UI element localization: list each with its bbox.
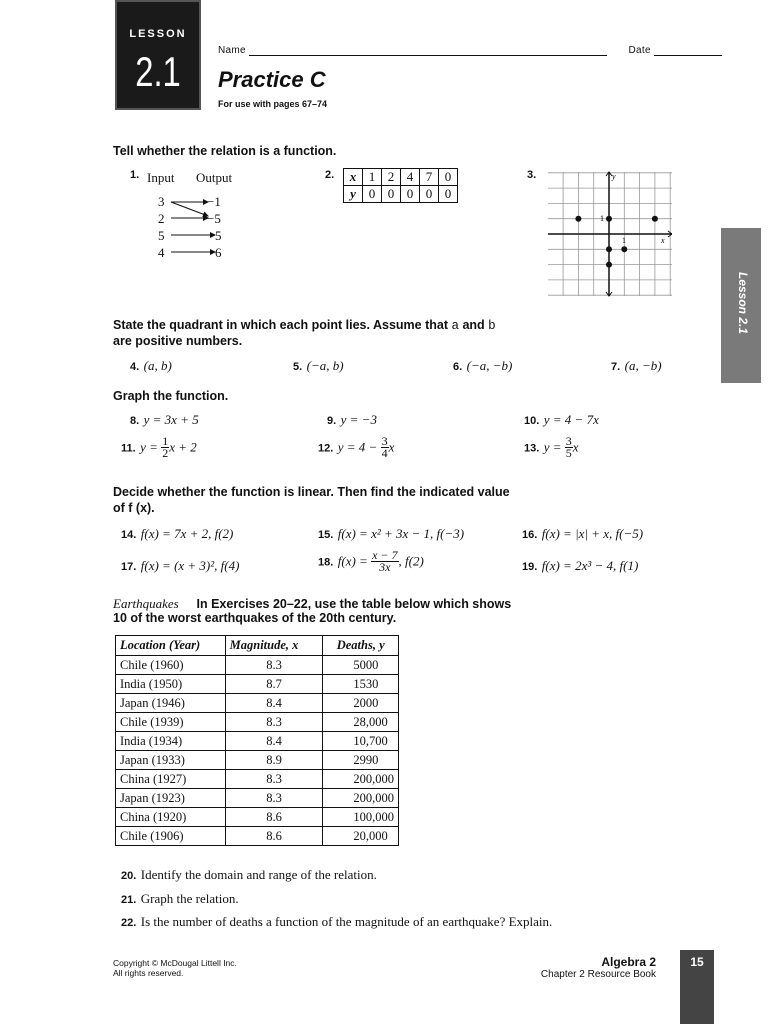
graph-exercise: 13. y = $\frac{3}{5}$ x	[524, 434, 579, 460]
quadrant-item: 5. (−a, b)	[293, 358, 344, 373]
x-tick-label: 1	[622, 236, 626, 245]
mapping-input: 4	[158, 245, 165, 260]
function-exercise: 18. f(x) = $\frac{x - 7}{3x}$ , f(2)	[318, 548, 424, 574]
question-item: 21. Graph the relation.	[121, 891, 239, 906]
table-row	[116, 827, 399, 846]
table-cell: China (1920)	[116, 808, 226, 827]
xy-table-cell: 4	[401, 169, 420, 186]
xy-table-x-label: x	[344, 169, 363, 186]
table-cell: Chile (1939)	[116, 713, 226, 732]
table-cell: Japan (1946)	[116, 694, 226, 713]
heading-text: and	[459, 318, 489, 332]
exercise-number: 3.	[527, 169, 537, 181]
table-row	[116, 713, 399, 732]
graph-exercise: 9. y = −3	[327, 412, 377, 427]
table-cell: Chile (1906)	[116, 827, 226, 846]
xy-table	[343, 168, 458, 203]
table-cell: 8.3	[225, 713, 323, 732]
coordinate-grid	[548, 170, 672, 298]
table-cell: 8.3	[225, 789, 323, 808]
x-axis-label: x	[661, 236, 665, 245]
xy-table-cell: 2	[382, 169, 401, 186]
graph-point	[606, 216, 612, 222]
page-subtitle: For use with pages 67–74	[218, 99, 328, 109]
graph-point	[575, 216, 581, 222]
table-cell: Japan (1933)	[116, 751, 226, 770]
mapping-output: −5	[207, 211, 221, 226]
table-cell: 200,000	[323, 789, 399, 808]
table-cell: 200,000	[323, 770, 399, 789]
xy-table-cell: 0	[401, 186, 420, 203]
table-cell: 100,000	[323, 808, 399, 827]
section-heading-linear: Decide whether the function is linear. Then find the indicated value	[113, 485, 510, 499]
section-heading-quadrant-line2: are positive numbers.	[113, 334, 243, 348]
quadrant-item: 4. (a, b)	[130, 358, 172, 373]
quadrant-item: 6. (−a, −b)	[453, 358, 513, 373]
y-axis-label: y	[612, 172, 616, 181]
page-title: Practice C	[218, 67, 326, 92]
table-cell: 28,000	[323, 713, 399, 732]
table-cell: 5000	[323, 656, 399, 675]
table-cell: 8.6	[225, 808, 323, 827]
xy-table-cell: 0	[439, 169, 458, 186]
table-row	[116, 770, 399, 789]
mapping-output: 6	[215, 245, 222, 260]
table-cell: 2990	[323, 751, 399, 770]
copyright-line: All rights reserved.	[113, 968, 184, 978]
mapping-arrow	[171, 202, 208, 216]
topic-label: Earthquakes	[113, 596, 179, 611]
table-row	[116, 694, 399, 713]
heading-text: In Exercises 20–22, use the table below which shows	[196, 597, 512, 611]
xy-table-cell: 0	[363, 186, 382, 203]
section-heading-quadrant	[113, 318, 496, 333]
heading-var: b	[488, 319, 496, 333]
column-header: Magnitude, x	[225, 636, 323, 656]
function-exercise: 15. f(x) = x² + 3x − 1, f(−3)	[318, 526, 465, 541]
mapping-output: −1	[207, 194, 221, 209]
function-exercise: 16. f(x) = |x| + x, f(−5)	[522, 526, 644, 541]
table-cell: 8.4	[225, 694, 323, 713]
name-date-line	[218, 45, 722, 56]
graph-exercise: 8. y = 3x + 5	[130, 412, 199, 427]
graph-exercise: 12. y = 4 − $\frac{3}{4}$ x	[318, 434, 395, 460]
book-title: Algebra 2	[601, 955, 656, 969]
graph-point	[606, 262, 612, 268]
question-item: 22. Is the number of deaths a function of the magnitude of an earthquake? Explain.	[121, 914, 553, 929]
mapping-input: 3	[158, 194, 165, 209]
table-row	[116, 675, 399, 694]
earthquake-table	[115, 635, 399, 846]
table-cell: Chile (1960)	[116, 656, 226, 675]
quadrant-item: 7. (a, −b)	[611, 358, 662, 373]
mapping-input: 2	[158, 211, 165, 226]
lesson-number: 2.1	[135, 48, 181, 95]
section-heading-linear-line2: of f (x).	[113, 501, 155, 515]
column-header: Location (Year)	[116, 636, 226, 656]
graph-point	[606, 246, 612, 252]
graph-point	[621, 246, 627, 252]
page-number: 15	[690, 955, 704, 969]
exercise-number: 1.	[130, 169, 140, 181]
table-cell: 8.4	[225, 732, 323, 751]
book-info	[520, 955, 656, 980]
name-label: Name	[218, 45, 246, 56]
date-label: Date	[628, 45, 651, 56]
xy-table-cell: 1	[363, 169, 382, 186]
table-cell: 10,700	[323, 732, 399, 751]
function-exercise: 17. f(x) = (x + 3)², f(4)	[121, 558, 240, 573]
date-field[interactable]	[654, 46, 722, 56]
copyright	[113, 958, 237, 978]
table-cell: 8.6	[225, 827, 323, 846]
table-cell: India (1934)	[116, 732, 226, 751]
xy-table-cell: 0	[439, 186, 458, 203]
xy-table-cell: 7	[420, 169, 439, 186]
table-cell: 20,000	[323, 827, 399, 846]
mapping-arrows	[165, 195, 225, 260]
table-row	[116, 732, 399, 751]
graph-exercise: 10. y = 4 − 7x	[524, 412, 599, 427]
table-row	[116, 656, 399, 675]
graph-point	[652, 216, 658, 222]
y-tick-label: 1	[600, 214, 604, 223]
section-heading-graph: Graph the function.	[113, 389, 229, 403]
table-row	[116, 789, 399, 808]
section-heading-function: Tell whether the relation is a function.	[113, 144, 337, 158]
xy-table-y-label: y	[344, 186, 363, 203]
heading-text: State the quadrant in which each point lies. Assume that	[113, 318, 452, 332]
table-cell: 2000	[323, 694, 399, 713]
side-tab-label: Lesson 2.1	[736, 271, 750, 335]
table-cell: 8.3	[225, 770, 323, 789]
graph-exercise: 11. y = $\frac{1}{2}$ x + 2	[121, 434, 197, 460]
table-cell: 8.7	[225, 675, 323, 694]
heading-var: a	[451, 319, 459, 333]
book-subtitle: Chapter 2 Resource Book	[540, 969, 656, 980]
xy-table-cell: 0	[382, 186, 401, 203]
table-cell: 8.9	[225, 751, 323, 770]
table-cell: China (1927)	[116, 770, 226, 789]
mapping-input-label: Input	[147, 170, 175, 185]
copyright-line: Copyright © McDougal Littell Inc.	[113, 958, 237, 968]
table-cell: 1530	[323, 675, 399, 694]
column-header: Deaths, y	[323, 636, 399, 656]
mapping-input: 5	[158, 228, 165, 243]
table-cell: Japan (1923)	[116, 789, 226, 808]
mapping-output-label: Output	[196, 170, 233, 185]
table-row	[116, 751, 399, 770]
earthquakes-heading-line2: 10 of the worst earthquakes of the 20th century.	[113, 611, 397, 625]
table-cell: 8.3	[225, 656, 323, 675]
name-field[interactable]	[249, 46, 607, 56]
table-cell: India (1950)	[116, 675, 226, 694]
table-row	[116, 808, 399, 827]
lesson-badge	[115, 0, 201, 110]
function-exercise: 14. f(x) = 7x + 2, f(2)	[121, 526, 234, 541]
function-exercise: 19. f(x) = 2x³ − 4, f(1)	[522, 558, 639, 573]
xy-table-cell: 0	[420, 186, 439, 203]
mapping-output: 5	[215, 228, 222, 243]
question-item: 20. Identify the domain and range of the relation.	[121, 867, 377, 882]
lesson-label: LESSON	[129, 28, 187, 40]
exercise-number: 2.	[325, 169, 335, 181]
